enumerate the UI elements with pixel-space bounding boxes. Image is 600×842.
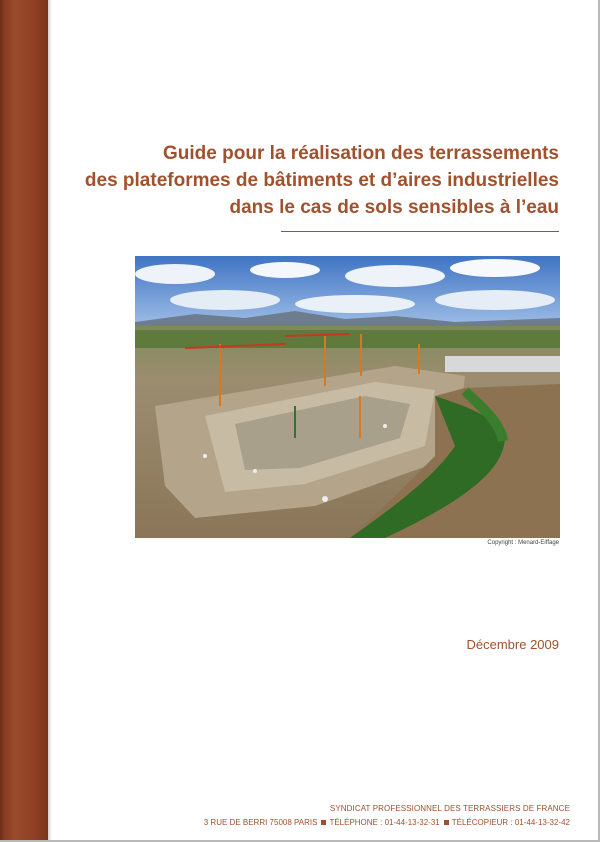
title-divider — [281, 231, 559, 232]
title-line-1: Guide pour la réalisation des terrassements — [163, 143, 559, 164]
cover-photo-construction-site — [135, 256, 560, 538]
postal-address: 3 RUE DE BERRI 75008 PARIS — [203, 818, 318, 827]
publication-date: Décembre 2009 — [466, 637, 559, 652]
title-line-3: dans le cas de sols sensibles à l’eau — [229, 197, 559, 218]
spine-shadow — [48, 0, 52, 842]
title-line-2: des plateformes de bâtiments et d’aires industrielles — [84, 170, 559, 191]
phone-number: TÉLÉPHONE : 01-44-13-32-31 — [329, 818, 440, 827]
photo-copyright: Copyright : Menard-Eiffage — [487, 540, 559, 546]
organization-name: SYNDICAT PROFESSIONNEL DES TERRASSIERS DE FRANCE — [329, 804, 570, 813]
bullet-square-icon — [321, 820, 326, 825]
contact-line — [204, 818, 570, 827]
aerial-construction-site-image — [135, 256, 560, 538]
bullet-square-icon — [444, 820, 449, 825]
document-title — [79, 140, 559, 221]
fax-number: TÉLÉCOPIEUR : 01-44-13-32-42 — [451, 818, 570, 827]
cover-spine-band — [0, 0, 48, 842]
